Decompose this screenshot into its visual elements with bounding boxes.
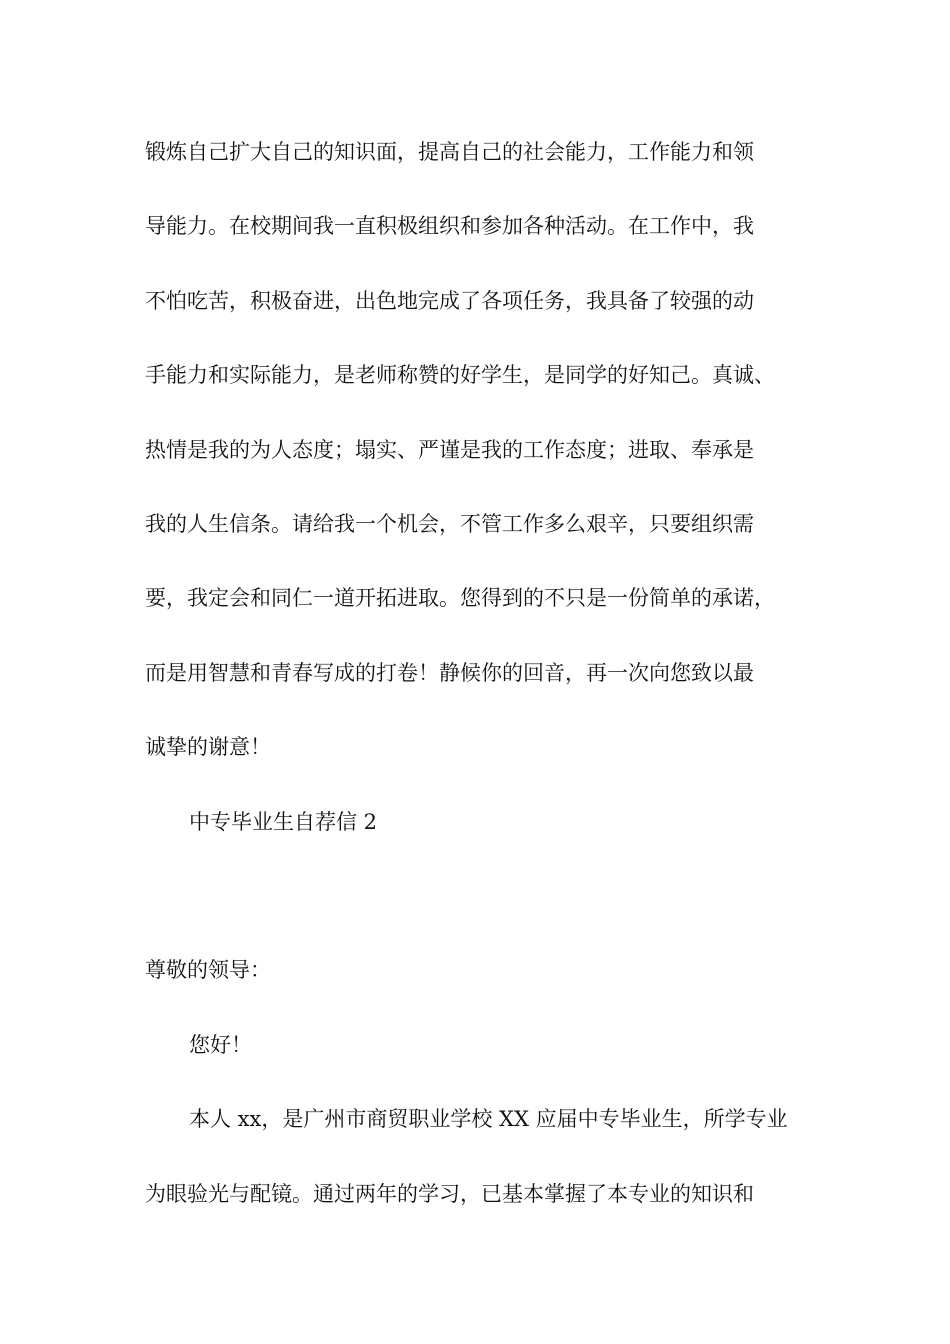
text-line: 不怕吃苦，积极奋进，出色地完成了各项任务，我具备了较强的动 — [145, 289, 754, 313]
text-line: 锻炼自己扩大自己的知识面，提高自己的社会能力，工作能力和领 — [145, 140, 754, 164]
text-line: 要，我定会和同仁一道开拓进取。您得到的不只是一份简单的承诺， — [145, 586, 775, 610]
text-line: 我的人生信条。请给我一个机会，不管工作多么艰辛，只要组织需 — [145, 512, 754, 536]
salutation: 尊敬的领导： — [145, 958, 271, 982]
text-line: 本人 xx，是广州市商贸职业学校 XX 应届中专毕业生，所学专业 — [189, 1107, 788, 1131]
greeting: 您好！ — [189, 1033, 252, 1057]
text-line: 为眼验光与配镜。通过两年的学习，已基本掌握了本专业的知识和 — [145, 1182, 754, 1206]
text-line: 导能力。在校期间我一直积极组织和参加各种活动。在工作中，我 — [145, 214, 754, 238]
section-title: 中专毕业生自荐信 2 — [189, 810, 378, 834]
text-line: 而是用智慧和青春写成的打卷！静候你的回音，再一次向您致以最 — [145, 661, 754, 685]
text-line: 热情是我的为人态度；塌实、严谨是我的工作态度；进取、奉承是 — [145, 438, 754, 462]
text-line: 诚挚的谢意！ — [145, 735, 271, 759]
text-line: 手能力和实际能力，是老师称赞的好学生，是同学的好知己。真诚、 — [145, 363, 775, 387]
